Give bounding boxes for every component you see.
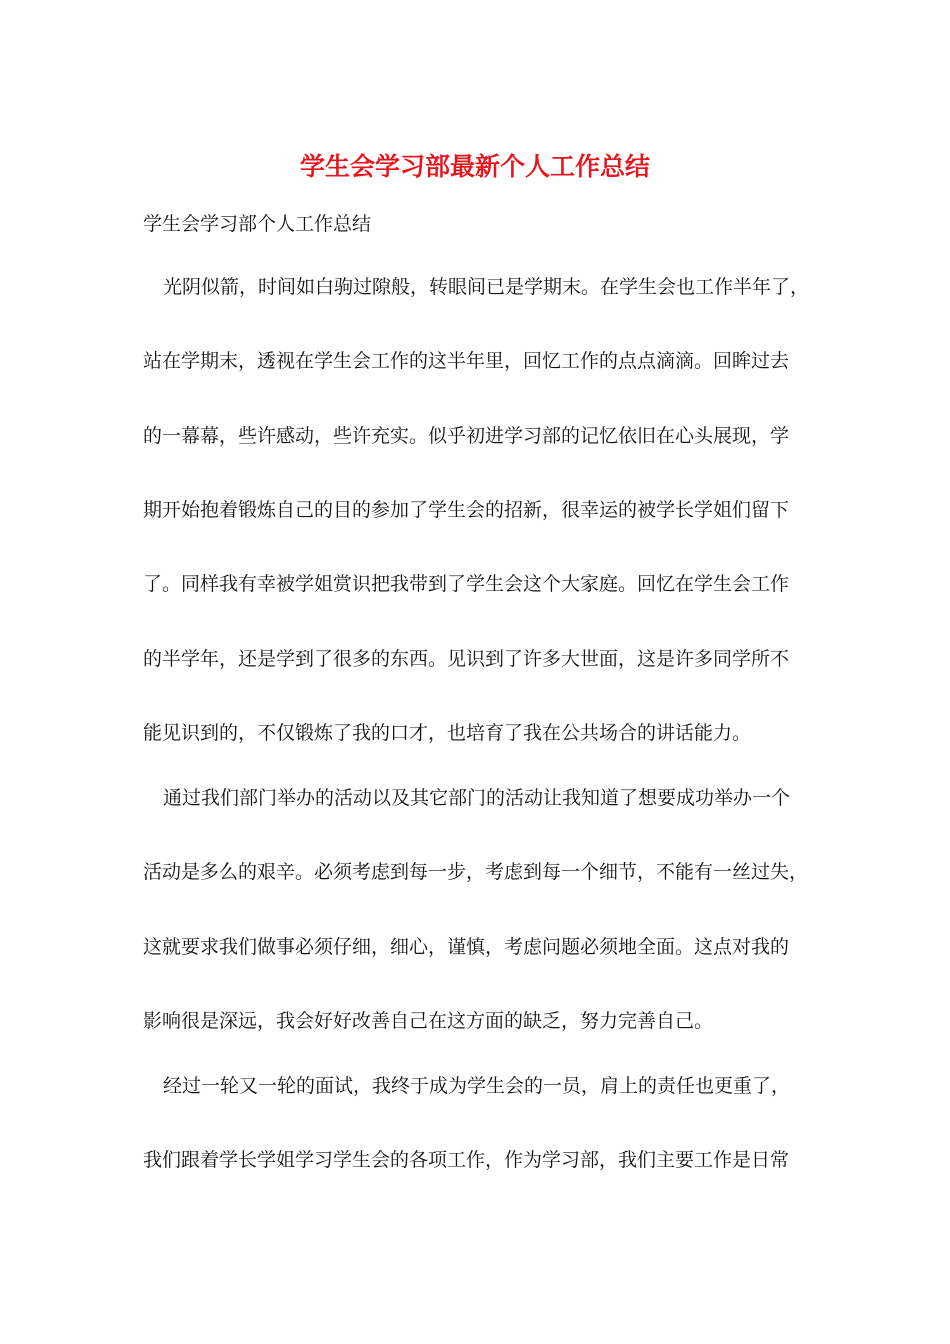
document-title: 学生会学习部最新个人工作总结 [299, 152, 650, 181]
paragraph-line: 光阴似箭，时间如白驹过隙般，转眼间已是学期末。在学生会也工作半年了， [163, 276, 810, 298]
document-subtitle: 学生会学习部个人工作总结 [143, 213, 372, 235]
paragraph-line: 期开始抱着锻炼自己的目的参加了学生会的招新，很幸运的被学长学姐们留下 [143, 499, 790, 521]
paragraph-line: 能见识到的，不仅锻炼了我的口才，也培育了我在公共场合的讲话能力。 [143, 722, 752, 744]
paragraph-line: 经过一轮又一轮的面试，我终于成为学生会的一员，肩上的责任也更重了， [163, 1075, 791, 1097]
paragraph-line: 通过我们部门举办的活动以及其它部门的活动让我知道了想要成功举办一个 [163, 787, 791, 809]
paragraph-line: 的一幕幕，些许感动，些许充实。似乎初进学习部的记忆依旧在心头展现，学 [143, 425, 790, 447]
paragraph-line: 这就要求我们做事必须仔细，细心，谨慎，考虑问题必须地全面。这点对我的 [143, 936, 790, 958]
paragraph-line: 影响很是深远，我会好好改善自己在这方面的缺乏，努力完善自己。 [143, 1010, 714, 1032]
paragraph-line: 我们跟着学长学姐学习学生会的各项工作，作为学习部，我们主要工作是日常 [143, 1149, 790, 1171]
paragraph-line: 活动是多么的艰辛。必须考虑到每一步，考虑到每一个细节，不能有一丝过失， [143, 861, 809, 883]
paragraph-line: 了。同样我有幸被学姐赏识把我带到了学生会这个大家庭。回忆在学生会工作 [143, 573, 790, 595]
paragraph-line: 的半学年，还是学到了很多的东西。见识到了许多大世面，这是许多同学所不 [143, 648, 790, 670]
paragraph-line: 站在学期末，透视在学生会工作的这半年里，回忆工作的点点滴滴。回眸过去 [143, 350, 790, 372]
